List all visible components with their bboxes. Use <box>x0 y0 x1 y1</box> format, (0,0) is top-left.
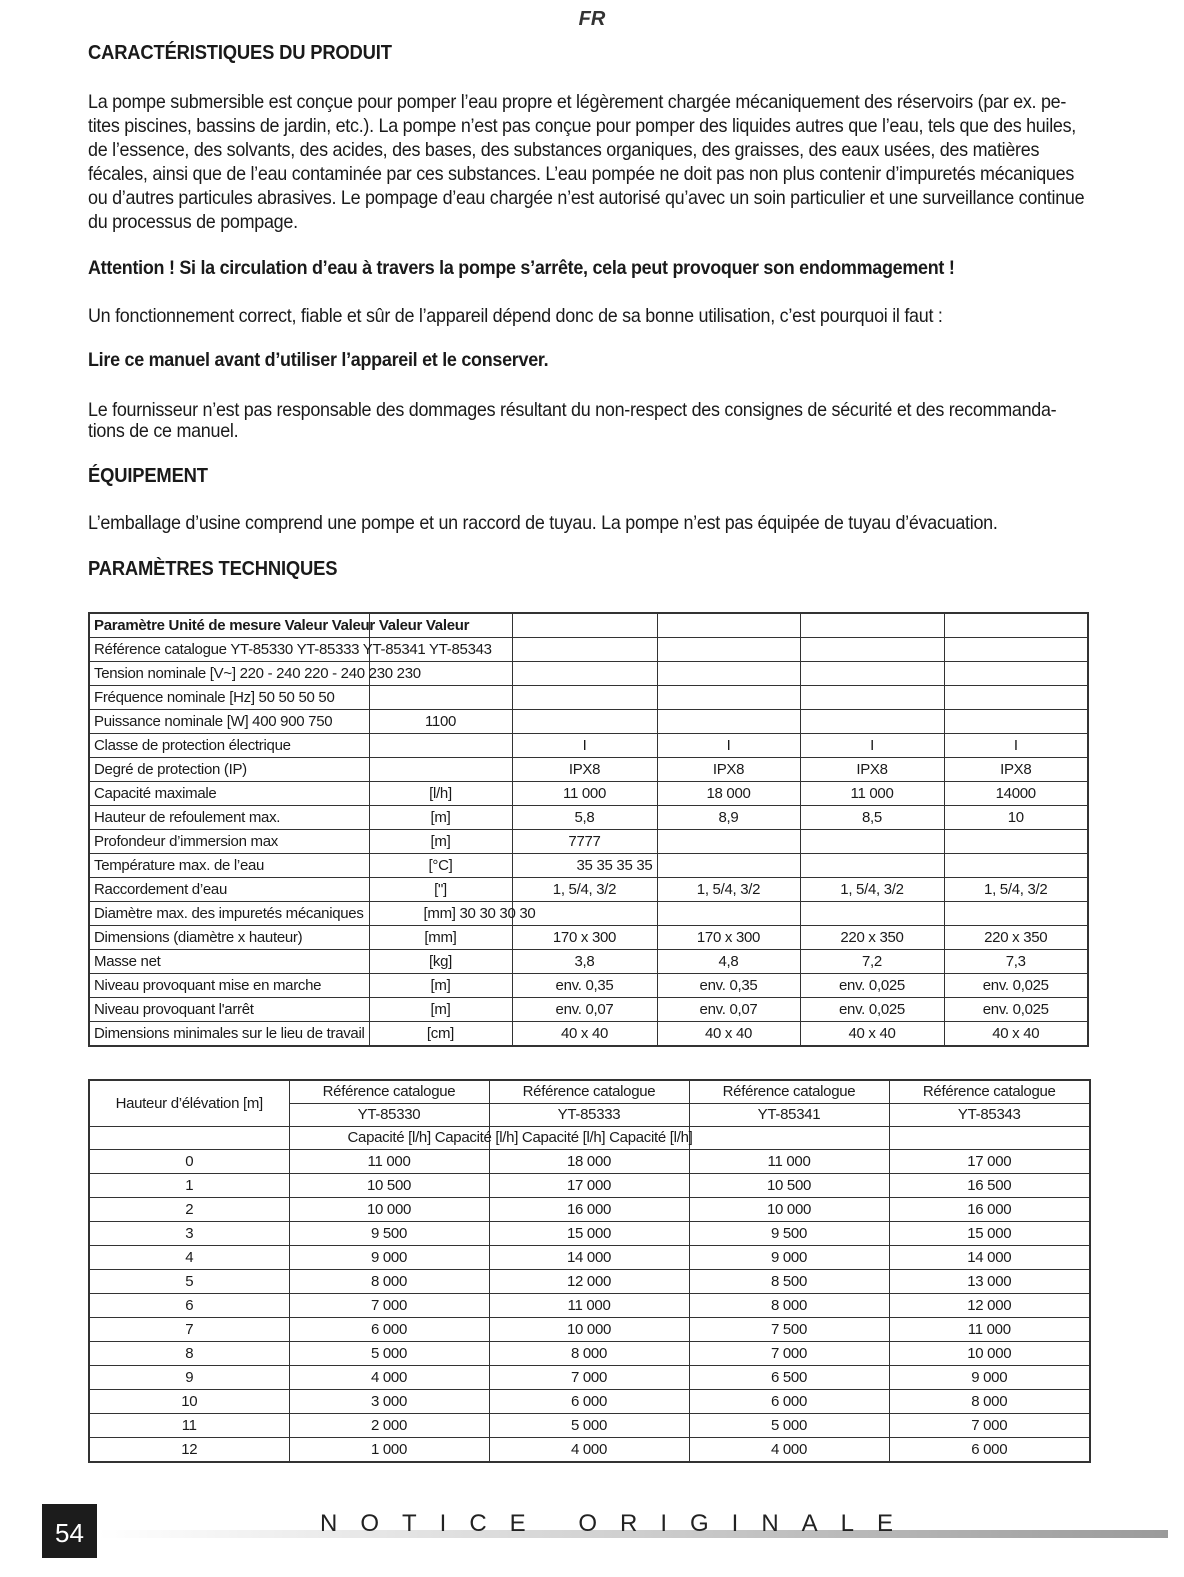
table-cell: [kg] <box>369 950 512 974</box>
table-cell: Fréquence nominale [Hz] 50 50 50 50 <box>89 686 369 710</box>
table-cell <box>512 710 657 734</box>
table-header-cell <box>89 1127 289 1150</box>
capacity-cell: 6 000 <box>889 1438 1090 1463</box>
capacity-cell: 15 000 <box>489 1222 689 1246</box>
table-cell: Paramètre Unité de mesure Valeur Valeur Valeur Valeur <box>89 613 369 638</box>
language-label: FR <box>578 8 606 30</box>
table-cell: 220 x 350 <box>800 926 944 950</box>
table-header-cell: Hauteur d’élévation [m] <box>89 1080 289 1127</box>
usage-paragraph: Un fonctionnement correct, fiable et sûr de l’appareil dépend donc de sa bonne utilisation, c’est pourquoi il faut : <box>88 305 943 327</box>
table-cell: 220 x 350 <box>944 926 1088 950</box>
table-cell <box>657 613 800 638</box>
table-row <box>89 758 1088 782</box>
table-cell <box>944 686 1088 710</box>
table-row <box>89 1342 1090 1366</box>
attention-warning: Attention ! Si la circulation d’eau à travers la pompe s’arrête, cela peut provoquer son endommagement ! <box>88 257 955 279</box>
table-cell <box>657 710 800 734</box>
capacity-cell: 10 000 <box>689 1198 889 1222</box>
table-cell <box>657 830 800 854</box>
table-cell: 1, 5/4, 3/2 <box>944 878 1088 902</box>
table-cell: 3,8 <box>512 950 657 974</box>
paragraph-line: ou d’autres particules abrasives. Le pompage d’eau chargée n’est autorisé qu’avec un soin particulier et une surveillance continue <box>88 187 1085 209</box>
table-cell: Diamètre max. des impuretés mécaniques <box>89 902 369 926</box>
table-cell: env. 0,35 <box>512 974 657 998</box>
capacity-cell: 4 000 <box>689 1438 889 1463</box>
table-cell: Degré de protection (IP) <box>89 758 369 782</box>
table-cell: 7777 <box>512 830 657 854</box>
table-cell: 40 x 40 <box>944 1022 1088 1047</box>
table-cell: Tension nominale [V~] 220 - 240 220 - 240 230 230 <box>89 662 369 686</box>
capacity-cell: 2 000 <box>289 1414 489 1438</box>
table-row <box>89 854 1088 878</box>
capacity-cell: 17 000 <box>489 1174 689 1198</box>
capacity-cell: 4 000 <box>489 1438 689 1463</box>
table-row <box>89 950 1088 974</box>
capacity-cell: 3 000 <box>289 1390 489 1414</box>
capacity-cell: 11 000 <box>889 1318 1090 1342</box>
table-cell: Masse net <box>89 950 369 974</box>
table-row <box>89 782 1088 806</box>
table-cell <box>800 830 944 854</box>
capacity-cell: 16 500 <box>889 1174 1090 1198</box>
capacity-cell: 7 500 <box>689 1318 889 1342</box>
capacity-cell: 14 000 <box>889 1246 1090 1270</box>
table-header-cell: Référence catalogue <box>489 1080 689 1104</box>
lift-capacity-table <box>88 1079 1091 1463</box>
capacity-cell: 13 000 <box>889 1270 1090 1294</box>
capacity-cell: 8 000 <box>889 1390 1090 1414</box>
capacity-cell: 10 000 <box>889 1342 1090 1366</box>
section-title-equipment: ÉQUIPEMENT <box>88 465 208 487</box>
capacity-cell: 6 000 <box>489 1390 689 1414</box>
capacity-cell: 11 000 <box>489 1294 689 1318</box>
paragraph-line: La pompe submersible est conçue pour pomper l’eau propre et légèrement chargée mécaniquement des réservoirs (par ex. pe- <box>88 91 1067 113</box>
table-header-cell: Référence catalogue <box>889 1080 1090 1104</box>
table-header-cell: YT-85330 <box>289 1104 489 1127</box>
table-cell: IPX8 <box>512 758 657 782</box>
table-cell: IPX8 <box>657 758 800 782</box>
table-cell: 1100 <box>369 710 512 734</box>
paragraph-line: de l’essence, des solvants, des acides, des bases, des substances organiques, des graisses, des eaux usées, des matières <box>88 139 1040 161</box>
lift-height-cell: 1 <box>89 1174 289 1198</box>
table-cell: env. 0,07 <box>657 998 800 1022</box>
product-description <box>88 90 1092 234</box>
table-cell: Capacité maximale <box>89 782 369 806</box>
table-row <box>89 1150 1090 1174</box>
capacity-cell: 9 000 <box>889 1366 1090 1390</box>
table-cell: [°C] <box>369 854 512 878</box>
table-cell <box>657 902 800 926</box>
capacity-cell: 17 000 <box>889 1150 1090 1174</box>
capacity-cell: 6 000 <box>689 1390 889 1414</box>
capacity-cell: 11 000 <box>289 1150 489 1174</box>
table-row <box>89 710 1088 734</box>
table-cell <box>944 710 1088 734</box>
table-cell: 35 35 35 35 <box>512 854 657 878</box>
table-cell: [l/h] <box>369 782 512 806</box>
table-row <box>89 662 1088 686</box>
table-cell <box>800 902 944 926</box>
capacity-cell: 8 500 <box>689 1270 889 1294</box>
table-cell: Référence catalogue YT-85330 YT-85333 YT-85341 YT-85343 <box>89 638 369 662</box>
table-cell <box>657 638 800 662</box>
table-cell <box>944 830 1088 854</box>
capacity-cell: 9 500 <box>289 1222 489 1246</box>
lift-height-cell: 9 <box>89 1366 289 1390</box>
table-row <box>89 1390 1090 1414</box>
table-row <box>89 638 1088 662</box>
table-cell: I <box>944 734 1088 758</box>
table-cell: I <box>800 734 944 758</box>
table-cell <box>800 854 944 878</box>
table-header-row <box>89 1080 1090 1104</box>
table-cell: 10 <box>944 806 1088 830</box>
table-cell: 40 x 40 <box>657 1022 800 1047</box>
table-header-cell <box>689 1127 889 1150</box>
capacity-cell: 1 000 <box>289 1438 489 1463</box>
capacity-cell: 7 000 <box>489 1366 689 1390</box>
table-cell: 11 000 <box>800 782 944 806</box>
lift-height-cell: 8 <box>89 1342 289 1366</box>
table-cell: Puissance nominale [W] 400 900 750 <box>89 710 369 734</box>
table-row <box>89 1414 1090 1438</box>
capacity-cell: 4 000 <box>289 1366 489 1390</box>
lift-height-cell: 4 <box>89 1246 289 1270</box>
table-cell <box>369 686 512 710</box>
table-cell: Niveau provoquant l'arrêt <box>89 998 369 1022</box>
capacity-cell: 8 000 <box>289 1270 489 1294</box>
table-row <box>89 998 1088 1022</box>
capacity-cell: 8 000 <box>689 1294 889 1318</box>
table-row <box>89 830 1088 854</box>
table-header-cell: YT-85343 <box>889 1104 1090 1127</box>
table-cell: 40 x 40 <box>800 1022 944 1047</box>
capacity-cell: 15 000 <box>889 1222 1090 1246</box>
table-cell: Niveau provoquant mise en marche <box>89 974 369 998</box>
table-cell: 1, 5/4, 3/2 <box>800 878 944 902</box>
capacity-cell: 5 000 <box>489 1414 689 1438</box>
table-cell: 18 000 <box>657 782 800 806</box>
table-cell: 170 x 300 <box>512 926 657 950</box>
table-row <box>89 1222 1090 1246</box>
footer-title: NOTICE ORIGINALE <box>320 1510 917 1537</box>
table-cell <box>944 854 1088 878</box>
table-row <box>89 686 1088 710</box>
capacity-cell: 9 000 <box>289 1246 489 1270</box>
table-cell: I <box>512 734 657 758</box>
table-cell: Dimensions (diamètre x hauteur) <box>89 926 369 950</box>
table-cell <box>512 638 657 662</box>
table-cell: ["] <box>369 878 512 902</box>
table-cell: 1, 5/4, 3/2 <box>657 878 800 902</box>
capacity-cell: 10 000 <box>289 1198 489 1222</box>
capacity-cell: 10 000 <box>489 1318 689 1342</box>
table-cell <box>800 710 944 734</box>
table-cell <box>657 662 800 686</box>
lift-height-cell: 12 <box>89 1438 289 1463</box>
section-title-technical: PARAMÈTRES TECHNIQUES <box>88 558 338 580</box>
capacity-cell: 7 000 <box>689 1342 889 1366</box>
table-cell <box>944 662 1088 686</box>
capacity-cell: 16 000 <box>489 1198 689 1222</box>
table-cell: 170 x 300 <box>657 926 800 950</box>
table-cell <box>512 686 657 710</box>
table-header-cell: Référence catalogue <box>689 1080 889 1104</box>
table-header-cell: Capacité [l/h] Capacité [l/h] Capacité [l/h] Capacité [l/h] <box>289 1127 489 1150</box>
capacity-cell: 18 000 <box>489 1150 689 1174</box>
table-row <box>89 902 1088 926</box>
table-cell: 5,8 <box>512 806 657 830</box>
capacity-cell: 16 000 <box>889 1198 1090 1222</box>
capacity-cell: 7 000 <box>889 1414 1090 1438</box>
table-header-cell: YT-85341 <box>689 1104 889 1127</box>
table-cell <box>512 662 657 686</box>
page-number: 54 <box>42 1504 97 1558</box>
lift-height-cell: 11 <box>89 1414 289 1438</box>
table-cell: [mm] <box>369 926 512 950</box>
table-cell: env. 0,07 <box>512 998 657 1022</box>
table-cell: 8,5 <box>800 806 944 830</box>
table-cell: env. 0,35 <box>657 974 800 998</box>
table-cell: IPX8 <box>944 758 1088 782</box>
table-cell: Dimensions minimales sur le lieu de travail <box>89 1022 369 1047</box>
table-cell <box>512 613 657 638</box>
table-cell: 4,8 <box>657 950 800 974</box>
table-cell: 7,2 <box>800 950 944 974</box>
table-row <box>89 1174 1090 1198</box>
paragraph-line: tites piscines, bassins de jardin, etc.). La pompe n’est pas conçue pour pomper des liquides autres que l’eau, tels que des huiles, <box>88 115 1077 137</box>
table-row <box>89 1294 1090 1318</box>
capacity-cell: 8 000 <box>489 1342 689 1366</box>
lift-height-cell: 5 <box>89 1270 289 1294</box>
capacity-cell: 12 000 <box>889 1294 1090 1318</box>
table-row <box>89 1246 1090 1270</box>
table-row <box>89 1366 1090 1390</box>
capacity-cell: 5 000 <box>289 1342 489 1366</box>
section-title-characteristics: CARACTÉRISTIQUES DU PRODUIT <box>88 42 392 64</box>
capacity-cell: 10 500 <box>689 1174 889 1198</box>
table-header-cell: Référence catalogue <box>289 1080 489 1104</box>
table-cell: Classe de protection électrique <box>89 734 369 758</box>
table-cell: [m] <box>369 998 512 1022</box>
table-cell: Raccordement d’eau <box>89 878 369 902</box>
table-cell: I <box>657 734 800 758</box>
table-cell: 8,9 <box>657 806 800 830</box>
table-cell: [mm] 30 30 30 30 <box>369 902 512 926</box>
table-cell <box>944 902 1088 926</box>
lift-height-cell: 2 <box>89 1198 289 1222</box>
table-row <box>89 806 1088 830</box>
table-row <box>89 1270 1090 1294</box>
technical-parameters-table <box>88 612 1089 1047</box>
capacity-cell: 11 000 <box>689 1150 889 1174</box>
table-cell: Température max. de l’eau <box>89 854 369 878</box>
table-cell: env. 0,025 <box>800 998 944 1022</box>
paragraph-line: Le fournisseur n’est pas responsable des dommages résultant du non-respect des consignes de sécurité et des recommanda- <box>88 399 1057 421</box>
table-cell: env. 0,025 <box>944 974 1088 998</box>
table-row <box>89 1318 1090 1342</box>
table-cell: [m] <box>369 974 512 998</box>
table-row <box>89 974 1088 998</box>
lift-capacity-rows <box>89 1150 1090 1463</box>
table-cell: Hauteur de refoulement max. <box>89 806 369 830</box>
table-cell: Profondeur d’immersion max <box>89 830 369 854</box>
document-body <box>88 40 1092 581</box>
table-row <box>89 1022 1088 1047</box>
equipment-paragraph: L’emballage d’usine comprend une pompe et un raccord de tuyau. La pompe n’est pas équipée de tuyau d’évacuation. <box>88 512 998 534</box>
capacity-cell: 6 500 <box>689 1366 889 1390</box>
table-cell <box>369 734 512 758</box>
table-row <box>89 613 1088 638</box>
table-cell <box>800 638 944 662</box>
table-row <box>89 1438 1090 1463</box>
capacity-cell: 9 500 <box>689 1222 889 1246</box>
capacity-cell: 6 000 <box>289 1318 489 1342</box>
paragraph-line: du processus de pompage. <box>88 211 298 233</box>
lift-height-cell: 0 <box>89 1150 289 1174</box>
table-cell: env. 0,025 <box>944 998 1088 1022</box>
table-cell <box>800 613 944 638</box>
capacity-cell: 5 000 <box>689 1414 889 1438</box>
table-cell <box>944 638 1088 662</box>
table-cell: 7,3 <box>944 950 1088 974</box>
table-cell: env. 0,025 <box>800 974 944 998</box>
table-cell <box>800 662 944 686</box>
table-cell: 14000 <box>944 782 1088 806</box>
table-row <box>89 1198 1090 1222</box>
table-cell: [cm] <box>369 1022 512 1047</box>
liability-paragraph <box>88 398 1092 443</box>
table-cell <box>657 686 800 710</box>
table-row <box>89 878 1088 902</box>
lift-height-cell: 7 <box>89 1318 289 1342</box>
table-cell: [m] <box>369 830 512 854</box>
lift-height-cell: 3 <box>89 1222 289 1246</box>
read-manual-notice: Lire ce manuel avant d’utiliser l’appareil et le conserver. <box>88 349 549 371</box>
lift-height-cell: 10 <box>89 1390 289 1414</box>
table-header-cell <box>889 1127 1090 1150</box>
paragraph-line: tions de ce manuel. <box>88 420 239 442</box>
table-cell: [m] <box>369 806 512 830</box>
capacity-cell: 12 000 <box>489 1270 689 1294</box>
capacity-cell: 7 000 <box>289 1294 489 1318</box>
lift-height-cell: 6 <box>89 1294 289 1318</box>
table-cell: 11 000 <box>512 782 657 806</box>
table-cell <box>369 758 512 782</box>
table-cell <box>800 686 944 710</box>
table-header-row <box>89 1127 1090 1150</box>
table-cell: 40 x 40 <box>512 1022 657 1047</box>
table-header-cell: YT-85333 <box>489 1104 689 1127</box>
table-cell <box>944 613 1088 638</box>
table-row <box>89 734 1088 758</box>
table-cell: IPX8 <box>800 758 944 782</box>
table-cell <box>657 854 800 878</box>
table-row <box>89 926 1088 950</box>
capacity-cell: 10 500 <box>289 1174 489 1198</box>
table-cell: 1, 5/4, 3/2 <box>512 878 657 902</box>
capacity-cell: 9 000 <box>689 1246 889 1270</box>
paragraph-line: fécales, ainsi que de l’eau contaminée par ces substances. L’eau pompée ne doit pas non plus contenir d’impuretés mécaniques <box>88 163 1075 185</box>
capacity-cell: 14 000 <box>489 1246 689 1270</box>
